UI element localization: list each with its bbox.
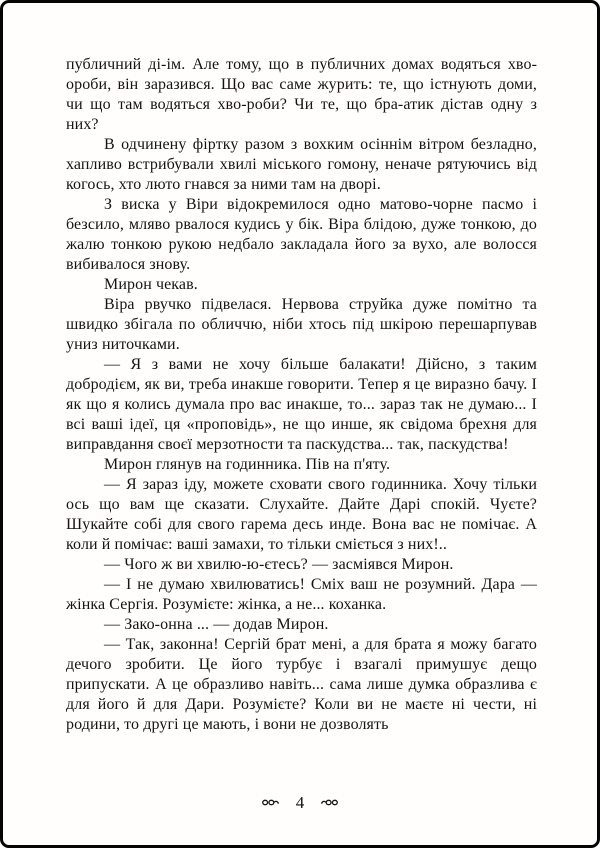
- fleuron-left-icon: [261, 797, 280, 808]
- paragraph: — Чого ж ви хвилю-ю-єтесь? — засміявся Мирон.: [104, 556, 454, 573]
- paragraph: публичний ді-ім. Але тому, що в публичних домах водяться хво-ороби, він заразився. Що вас саме журить: те, що істнують доми, чи що там водяться хво-роби? Чи те, що бра-атик дістав одну з них?: [66, 56, 537, 133]
- paragraph: — Зако-онна ... — додав Мирон.: [104, 616, 329, 633]
- paragraph: Мирон чекав.: [104, 276, 198, 293]
- paragraph: Віра рвучко підвелася. Нервова струйка дуже помітно та швидко збігала по обличчю, ніби хтось під шкірою перешарпував униз ниточками.: [66, 296, 537, 353]
- paragraph: — Так, законна! Сергій брат мені, а для брата я можу багато дечого зробити. Це його турбує і взагалі примушує дещо припускати. А це образливо навіть... сама лише думка образлива є для його й для Дари. Розумієте? Коли ви не маєте ні чести, ні родини, то другі це мають, і вони не дозволять: [66, 636, 537, 733]
- page-number: 4: [295, 793, 305, 812]
- page-footer: [3, 794, 597, 811]
- paragraph: В одчинену фіртку разом з вохким осіннім вітром безладно, хапливо встрибували хвилі міського гомону, неначе рятуючись від когось, хто люто гнався за ними там на дворі.: [66, 136, 537, 193]
- page-text: [66, 55, 537, 735]
- paragraph: — І не думаю хвилюватись! Сміх ваш не розумний. Дара — жінка Сергія. Розумієте: жінка, а не... коханка.: [66, 576, 537, 613]
- fleuron-right-icon: [320, 797, 339, 808]
- paragraph: З виска у Віри відокремилося одно матово-чорне пасмо і безсило, мляво рвалося кудись у бік. Віра блідою, дуже тонкою, до жалю тонкою рукою недбало закладала його за вухо, але волосся вибивалося знову.: [66, 196, 537, 273]
- paragraph: — Я зараз іду, можете сховати свого годинника. Хочу тільки ось що вам ще сказати. Слухайте. Дайте Дарі спокій. Чуєте? Шукайте собі для свого гарема десь инде. Вона вас не помічає. А коли й помічає: ваші замахи, то тільки сміється з них!..: [66, 476, 537, 553]
- paragraph: Мирон глянув на годинника. Пів на п'яту.: [104, 456, 391, 473]
- paragraph: — Я з вами не хочу більше балакати! Дійсно, з таким добродієм, як ви, треба инакше говорити. Тепер я це виразно бачу. І як що я колись думала про вас инакше, то... зараз так не думаю... І всі ваші ідеї, ця «проповідь», не що инше, як свідома брехня для виправдання своєї мерзотности та паскудства... так, паскудства!: [66, 356, 537, 453]
